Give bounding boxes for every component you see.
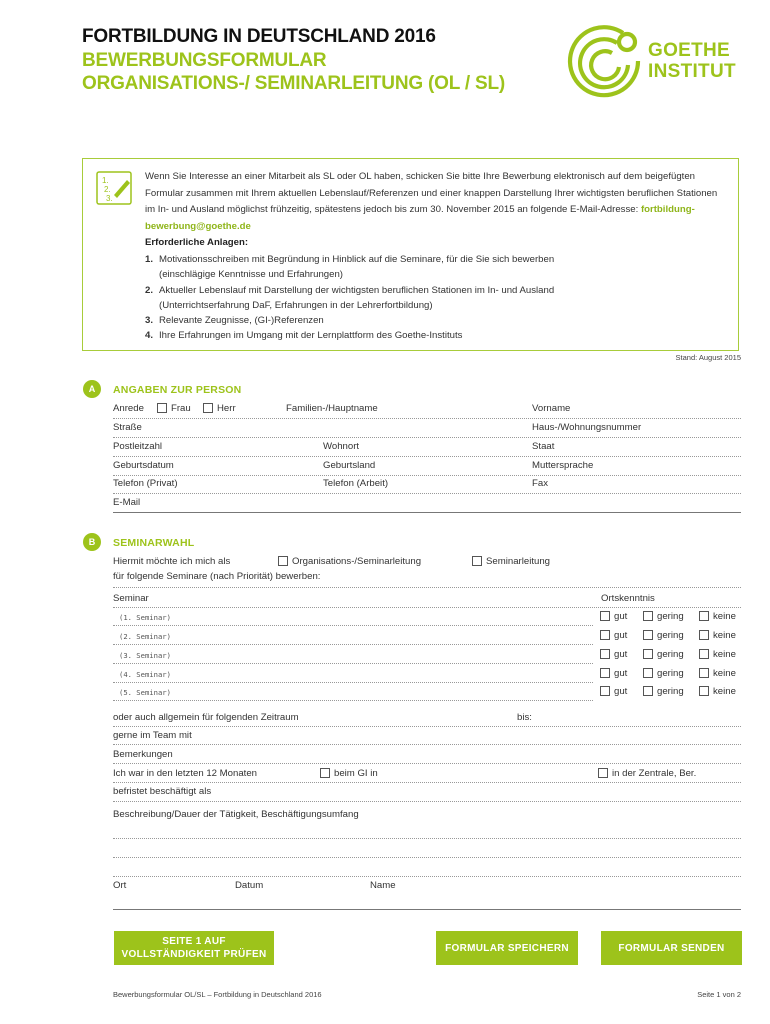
ort-field[interactable]: Ort [113, 880, 127, 891]
zeitraum-field[interactable]: oder auch allgemein für folgenden Zeitraum [113, 712, 299, 723]
divider [113, 607, 741, 608]
muttersprache-field[interactable]: Muttersprache [532, 460, 594, 471]
info-box [82, 158, 739, 351]
list-item: 1. Motivationsschreiben mit Begründung in Hinblick auf die Seminare, für die Sie sich bewerben (einschlägige Kenntnisse und Erfahrungen) [145, 254, 555, 281]
required-list [145, 252, 725, 344]
familienname-field[interactable]: Familien-/Hauptname [286, 403, 378, 414]
seminar-field-3[interactable]: (3. Seminar) [119, 651, 171, 660]
frau-checkbox[interactable] [157, 403, 167, 413]
list-item: 4. Ihre Erfahrungen im Umgang mit der Lernplattform des Goethe-Instituts [145, 330, 463, 342]
email-field[interactable]: E-Mail [113, 497, 141, 508]
form-subtitle: BEWERBUNGSFORMULAR [82, 50, 327, 71]
datum-field[interactable]: Datum [235, 880, 264, 891]
logo-line2: INSTITUT [648, 61, 736, 82]
divider [113, 782, 741, 783]
sl-option[interactable]: Seminarleitung [472, 556, 550, 567]
divider [113, 838, 741, 839]
check-label-2: VOLLSTÄNDIGKEIT PRÜFEN [121, 949, 267, 960]
herr-option[interactable]: Herr [203, 403, 236, 414]
svg-text:3.: 3. [106, 194, 113, 203]
keine-option[interactable]: keine [699, 668, 736, 679]
svg-text:1.: 1. [102, 176, 109, 185]
gut-option[interactable]: gut [600, 686, 627, 697]
divider [113, 625, 593, 626]
divider [113, 909, 741, 910]
divider [113, 663, 593, 664]
gering-option[interactable]: gering [643, 668, 684, 679]
zentrale-option[interactable]: in der Zentrale, Ber. [598, 768, 696, 779]
required-title: Erforderliche Anlagen: [145, 237, 249, 248]
divider [113, 456, 741, 457]
seminar-field-1[interactable]: (1. Seminar) [119, 613, 171, 622]
geburtsland-field[interactable]: Geburtsland [323, 460, 376, 471]
telefon-privat-field[interactable]: Telefon (Privat) [113, 478, 178, 489]
seminar-field-5[interactable]: (5. Seminar) [119, 688, 171, 697]
beschreibung-field[interactable]: Beschreibung/Dauer der Tätigkeit, Beschäftigungsumfang [113, 809, 359, 820]
footer-title: Bewerbungsformular OL/SL – Fortbildung in Deutschland 2016 [113, 990, 322, 999]
check-page-button[interactable] [114, 931, 274, 965]
telefon-arbeit-field[interactable]: Telefon (Arbeit) [323, 478, 389, 489]
divider [113, 876, 741, 877]
page-number: Seite 1 von 2 [697, 990, 741, 999]
divider [113, 726, 741, 727]
intro-label-2: für folgende Seminare (nach Priorität) bewerben: [113, 571, 321, 582]
checklist-icon [96, 171, 136, 207]
divider [113, 587, 741, 588]
section-b-title: SEMINARWAHL [113, 537, 195, 549]
ol-option[interactable]: Organisations-/Seminarleitung [278, 556, 421, 567]
hausnummer-field[interactable]: Haus-/Wohnungsnummer [532, 422, 642, 433]
seminar-field-2[interactable]: (2. Seminar) [119, 632, 171, 641]
section-a-title: ANGABEN ZUR PERSON [113, 384, 242, 396]
name-field[interactable]: Name [370, 880, 396, 891]
beim-gi-option[interactable]: beim GI in [320, 768, 378, 779]
sl-checkbox[interactable] [472, 556, 482, 566]
check-label-1: SEITE 1 AUF [162, 936, 226, 947]
goethe-logo-text [648, 40, 736, 82]
list-item: 3. Relevante Zeugnisse, (GI-)Referenzen [145, 315, 324, 327]
staat-field[interactable]: Staat [532, 441, 555, 452]
list-item: 2. Aktueller Lebenslauf mit Darstellung der wichtigsten beruflichen Stationen im In- und Ausland (Unterrichtserfahrung DaF, Erfahrungen in der Lehrerfortbildung) [145, 284, 555, 311]
email-link[interactable]: fortbildung-bewerbung@goethe.de [145, 204, 695, 232]
divider [113, 700, 593, 701]
bemerkungen-field[interactable]: Bemerkungen [113, 749, 173, 760]
divider [113, 801, 741, 802]
divider [113, 437, 741, 438]
section-b-badge: B [83, 533, 101, 551]
divider [113, 763, 741, 764]
gut-option[interactable]: gut [600, 630, 627, 641]
divider [113, 857, 741, 858]
logo-line1: GOETHE [648, 40, 731, 61]
anrede-label: Anrede [113, 403, 144, 414]
herr-checkbox[interactable] [203, 403, 213, 413]
divider [113, 682, 593, 683]
plz-field[interactable]: Postleitzahl [113, 441, 163, 452]
send-form-button[interactable]: FORMULAR SENDEN [601, 931, 742, 965]
fax-field[interactable]: Fax [532, 478, 548, 489]
info-paragraph: Wenn Sie Interesse an einer Mitarbeit als SL oder OL haben, schicken Sie bitte Ihre Bewerbung elektronisch auf dem beigefügten Formular zusammen mit Ihrem aktuellen Lebenslauf/Referenzen und einer knappen Darstellung Ihrer wichtigsten beruflichen Stationen im In- und Ausland möglichst frühzeitig, spätestens jedoch bis zum 30. November 2015 an folgende E-Mail-Adresse: fortbildung-bewerbung@goethe.de [145, 171, 718, 232]
intro-label: Hiermit möchte ich mich als [113, 556, 231, 567]
form-title: FORTBILDUNG IN DEUTSCHLAND 2016 [82, 26, 436, 47]
divider [113, 644, 593, 645]
strasse-field[interactable]: Straße [113, 422, 142, 433]
gut-option[interactable]: gut [600, 668, 627, 679]
gering-option[interactable]: gering [643, 686, 684, 697]
befristet-field[interactable]: befristet beschäftigt als [113, 786, 212, 797]
keine-option[interactable]: keine [699, 686, 736, 697]
section-a-badge: A [83, 380, 101, 398]
ol-checkbox[interactable] [278, 556, 288, 566]
zentrale-checkbox[interactable] [598, 768, 608, 778]
goethe-logo-icon [567, 25, 645, 103]
monaten-label: Ich war in den letzten 12 Monaten [113, 768, 257, 779]
form-subtitle-role: ORGANISATIONS-/ SEMINARLEITUNG (OL / SL) [82, 73, 506, 94]
divider [113, 475, 741, 476]
svg-text:2.: 2. [104, 185, 111, 194]
beim-gi-checkbox[interactable] [320, 768, 330, 778]
ortskenntnis-column-header: Ortskenntnis [601, 593, 655, 604]
divider [113, 744, 741, 745]
keine-option[interactable]: keine [699, 611, 736, 622]
wohnort-field[interactable]: Wohnort [323, 441, 360, 452]
gut-option[interactable]: gut [600, 649, 627, 660]
gut-option[interactable]: gut [600, 611, 627, 622]
divider [113, 418, 741, 419]
bis-field[interactable]: bis: [517, 712, 532, 723]
divider [113, 493, 741, 494]
gering-option[interactable]: gering [643, 630, 684, 641]
seminar-column-header: Seminar [113, 593, 149, 604]
gering-option[interactable]: gering [643, 611, 684, 622]
frau-option[interactable]: Frau [157, 403, 191, 414]
vorname-field[interactable]: Vorname [532, 403, 571, 414]
divider [113, 512, 741, 513]
keine-option[interactable]: keine [699, 630, 736, 641]
stand-date: Stand: August 2015 [675, 353, 741, 362]
gering-option[interactable]: gering [643, 649, 684, 660]
team-field[interactable]: gerne im Team mit [113, 730, 192, 741]
keine-option[interactable]: keine [699, 649, 736, 660]
seminar-field-4[interactable]: (4. Seminar) [119, 670, 171, 679]
geburtsdatum-field[interactable]: Geburtsdatum [113, 460, 174, 471]
save-form-button[interactable]: FORMULAR SPEICHERN [436, 931, 578, 965]
